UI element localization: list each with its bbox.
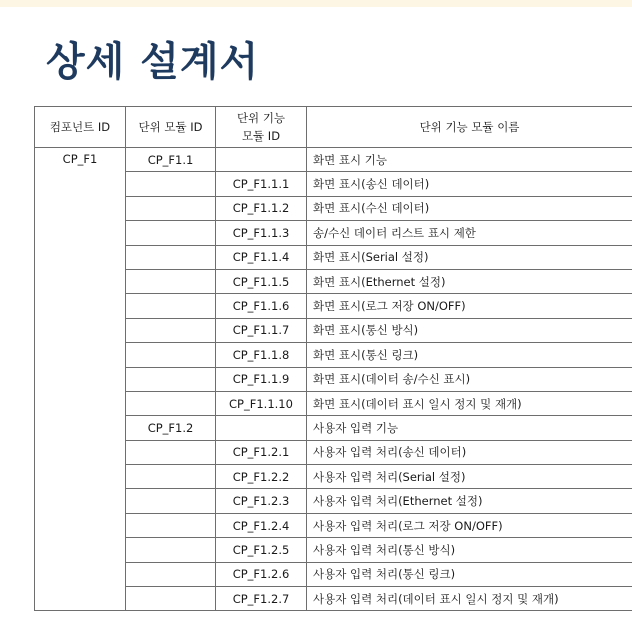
unit-module-id-cell	[126, 294, 216, 318]
unit-module-id-cell	[126, 587, 216, 611]
page-title: 상세 설계서	[46, 39, 260, 85]
component-id-cell: CP_F1	[35, 148, 126, 611]
unit-func-module-id-cell: CP_F1.2.4	[216, 513, 307, 537]
unit-func-module-name-cell: 송/수신 데이터 리스트 표시 제한	[307, 221, 632, 245]
header-unit-func-module-id	[216, 107, 307, 148]
unit-module-id-cell	[126, 196, 216, 220]
unit-func-module-name-cell: 사용자 입력 처리(로그 저장 ON/OFF)	[307, 513, 632, 537]
unit-module-id-cell	[126, 343, 216, 367]
unit-func-module-name-cell: 화면 표시 기능	[307, 148, 632, 172]
unit-func-module-name-cell: 화면 표시(Serial 설정)	[307, 245, 632, 269]
unit-func-module-name-cell: 화면 표시(통신 링크)	[307, 343, 632, 367]
unit-module-id-cell	[126, 172, 216, 196]
unit-module-id-cell	[126, 269, 216, 293]
unit-func-module-name-cell: 사용자 입력 처리(Serial 설정)	[307, 465, 632, 489]
unit-module-id-cell	[126, 489, 216, 513]
unit-func-module-name-cell: 화면 표시(로그 저장 ON/OFF)	[307, 294, 632, 318]
unit-func-module-id-cell: CP_F1.1.9	[216, 367, 307, 391]
unit-func-module-name-cell: 사용자 입력 처리(통신 방식)	[307, 538, 632, 562]
header-unit-func-line2: 모듈 ID	[241, 129, 281, 143]
unit-func-module-id-cell: CP_F1.2.1	[216, 440, 307, 464]
unit-func-module-name-cell: 사용자 입력 처리(데이터 표시 일시 정지 및 재개)	[307, 587, 632, 611]
unit-func-module-id-cell: CP_F1.2.5	[216, 538, 307, 562]
unit-module-id-cell: CP_F1.1	[126, 148, 216, 172]
unit-func-module-id-cell: CP_F1.1.7	[216, 318, 307, 342]
design-table	[34, 106, 632, 611]
unit-func-module-id-cell: CP_F1.1.2	[216, 196, 307, 220]
top-band	[0, 0, 632, 7]
unit-func-module-id-cell: CP_F1.1.4	[216, 245, 307, 269]
unit-func-module-name-cell: 화면 표시(데이터 표시 일시 정지 및 재개)	[307, 391, 632, 415]
unit-func-module-id-cell: CP_F1.2.2	[216, 465, 307, 489]
unit-func-module-name-cell: 사용자 입력 처리(통신 링크)	[307, 562, 632, 586]
unit-func-module-name-cell: 화면 표시(Ethernet 설정)	[307, 269, 632, 293]
unit-func-module-id-cell: CP_F1.2.7	[216, 587, 307, 611]
unit-module-id-cell	[126, 221, 216, 245]
unit-func-module-id-cell: CP_F1.1.6	[216, 294, 307, 318]
unit-func-module-id-cell: CP_F1.1.1	[216, 172, 307, 196]
unit-func-module-name-cell: 사용자 입력 처리(송신 데이터)	[307, 440, 632, 464]
unit-module-id-cell: CP_F1.2	[126, 416, 216, 440]
header-component-id: 컴포넌트 ID	[35, 107, 126, 148]
unit-module-id-cell	[126, 562, 216, 586]
unit-func-module-id-cell: CP_F1.1.8	[216, 343, 307, 367]
unit-module-id-cell	[126, 440, 216, 464]
unit-func-module-id-cell: CP_F1.1.10	[216, 391, 307, 415]
unit-module-id-cell	[126, 465, 216, 489]
unit-func-module-name-cell: 사용자 입력 기능	[307, 416, 632, 440]
unit-func-module-name-cell: 사용자 입력 처리(Ethernet 설정)	[307, 489, 632, 513]
unit-func-module-id-cell: CP_F1.1.5	[216, 269, 307, 293]
unit-module-id-cell	[126, 391, 216, 415]
unit-func-module-name-cell: 화면 표시(통신 방식)	[307, 318, 632, 342]
unit-module-id-cell	[126, 245, 216, 269]
header-row	[35, 107, 632, 148]
unit-func-module-name-cell: 화면 표시(데이터 송/수신 표시)	[307, 367, 632, 391]
unit-func-module-id-cell	[216, 148, 307, 172]
unit-func-module-id-cell: CP_F1.2.3	[216, 489, 307, 513]
unit-module-id-cell	[126, 318, 216, 342]
unit-module-id-cell	[126, 513, 216, 537]
header-unit-module-id: 단위 모듈 ID	[126, 107, 216, 148]
header-unit-func-line1: 단위 기능	[236, 111, 286, 125]
unit-module-id-cell	[126, 538, 216, 562]
unit-func-module-id-cell: CP_F1.2.6	[216, 562, 307, 586]
unit-func-module-id-cell	[216, 416, 307, 440]
unit-func-module-name-cell: 화면 표시(송신 데이터)	[307, 172, 632, 196]
unit-func-module-id-cell: CP_F1.1.3	[216, 221, 307, 245]
header-unit-func-module-name: 단위 기능 모듈 이름	[307, 107, 632, 148]
unit-func-module-name-cell: 화면 표시(수신 데이터)	[307, 196, 632, 220]
unit-module-id-cell	[126, 367, 216, 391]
table-row	[35, 148, 632, 172]
